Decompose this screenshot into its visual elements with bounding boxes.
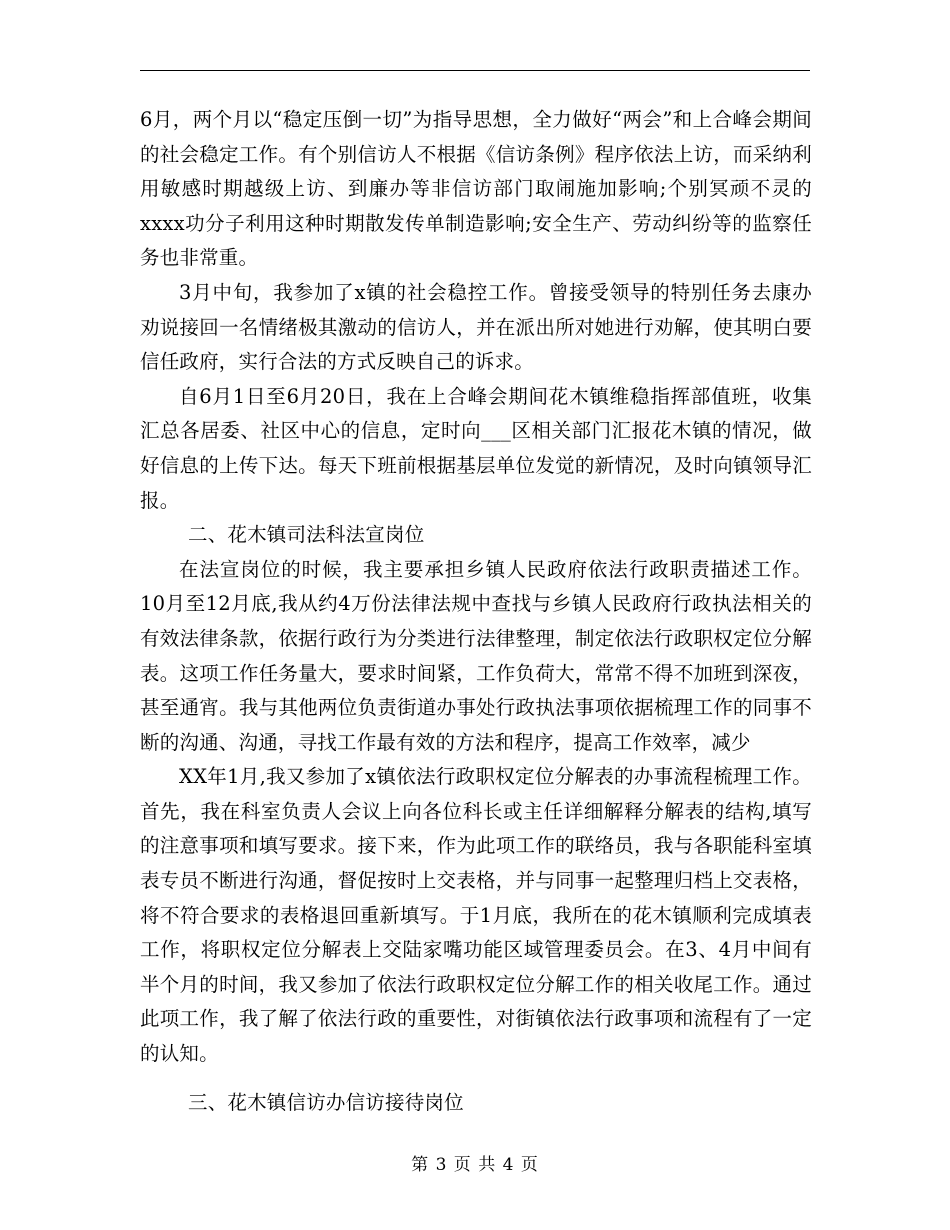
paragraph-legal-post: 在法宣岗位的时候，我主要承担乡镇人民政府依法行政职责描述工作。10月至12月底,我从约4万份法律法规中查找与乡镇人民政府行政执法相关的有效法律条款，依据行政行为分类进行法律整理，制定依法行政职权定位分解表。这项工作任务量大，要求时间紧，工作负荷大，常常不得不加班到深夜，甚至通宵。我与其他两位负责街道办事处行政执法事项依据梳理工作的同事不断的沟通、沟通，寻找工作最有效的方法和程序，提高工作效率，减少 [140, 557, 812, 754]
paragraph-january-work: XX年1月,我又参加了x镇依法行政职权定位分解表的办事流程梳理工作。首先，我在科室负责人会议上向各位科长或主任详细解释分解表的结构,填写的注意事项和填写要求。接下来，作为此项工作的联络员，我与各职能科室填表专员不断进行沟通，督促按时上交表格，并与同事一起整理归档上交表格，将不符合要求的表格退回重新填写。于1月底，我所在的花木镇顺利完成填表工作，将职权定位分解表上交陆家嘴功能区域管理委员会。在3、4月中间有半个月的时间，我又参加了依法行政职权定位分解工作的相关收尾工作。通过此项工作，我了解了依法行政的重要性，对街镇依法行政事项和流程有了一定的认知。 [140, 765, 812, 1066]
section-heading-2: 二、花木镇司法科法宣岗位 [188, 523, 425, 547]
paragraph-june-duty: 自6月1日至6月20日，我在上合峰会期间花木镇维稳指挥部值班，收集汇总各居委、社区中心的信息，定时向___区相关部门汇报花木镇的情况，做好信息的上传下达。每天下班前根据基层单位发觉的新情况，及时向镇领导汇报。 [140, 384, 812, 512]
paragraph-continuation: 6月，两个月以“稳定压倒一切”为指导思想，全力做好“两会”和上合峰会期间的社会稳定工作。有个别信访人不根据《信访条例》程序依法上访，而采纳利用敏感时期越级上访、到廉办等非信访部门取闹施加影响;个别冥顽不灵的xxxx功分子利用这种时期散发传单制造影响;安全生产、劳动纠纷等的监察任务也非常重。 [140, 108, 812, 270]
page-number: 第 3 页 共 4 页 [411, 1155, 539, 1175]
paragraph-march-work: 3月中旬，我参加了x镇的社会稳控工作。曾接受领导的特别任务去康办劝说接回一名情绪极其激动的信访人，并在派出所对她进行劝解，使其明白要信任政府，实行合法的方式反映自己的诉求。 [140, 280, 812, 374]
header-rule [140, 70, 810, 71]
document-body [140, 103, 812, 1120]
section-heading-3: 三、花木镇信访办信访接待岗位 [188, 1090, 464, 1114]
